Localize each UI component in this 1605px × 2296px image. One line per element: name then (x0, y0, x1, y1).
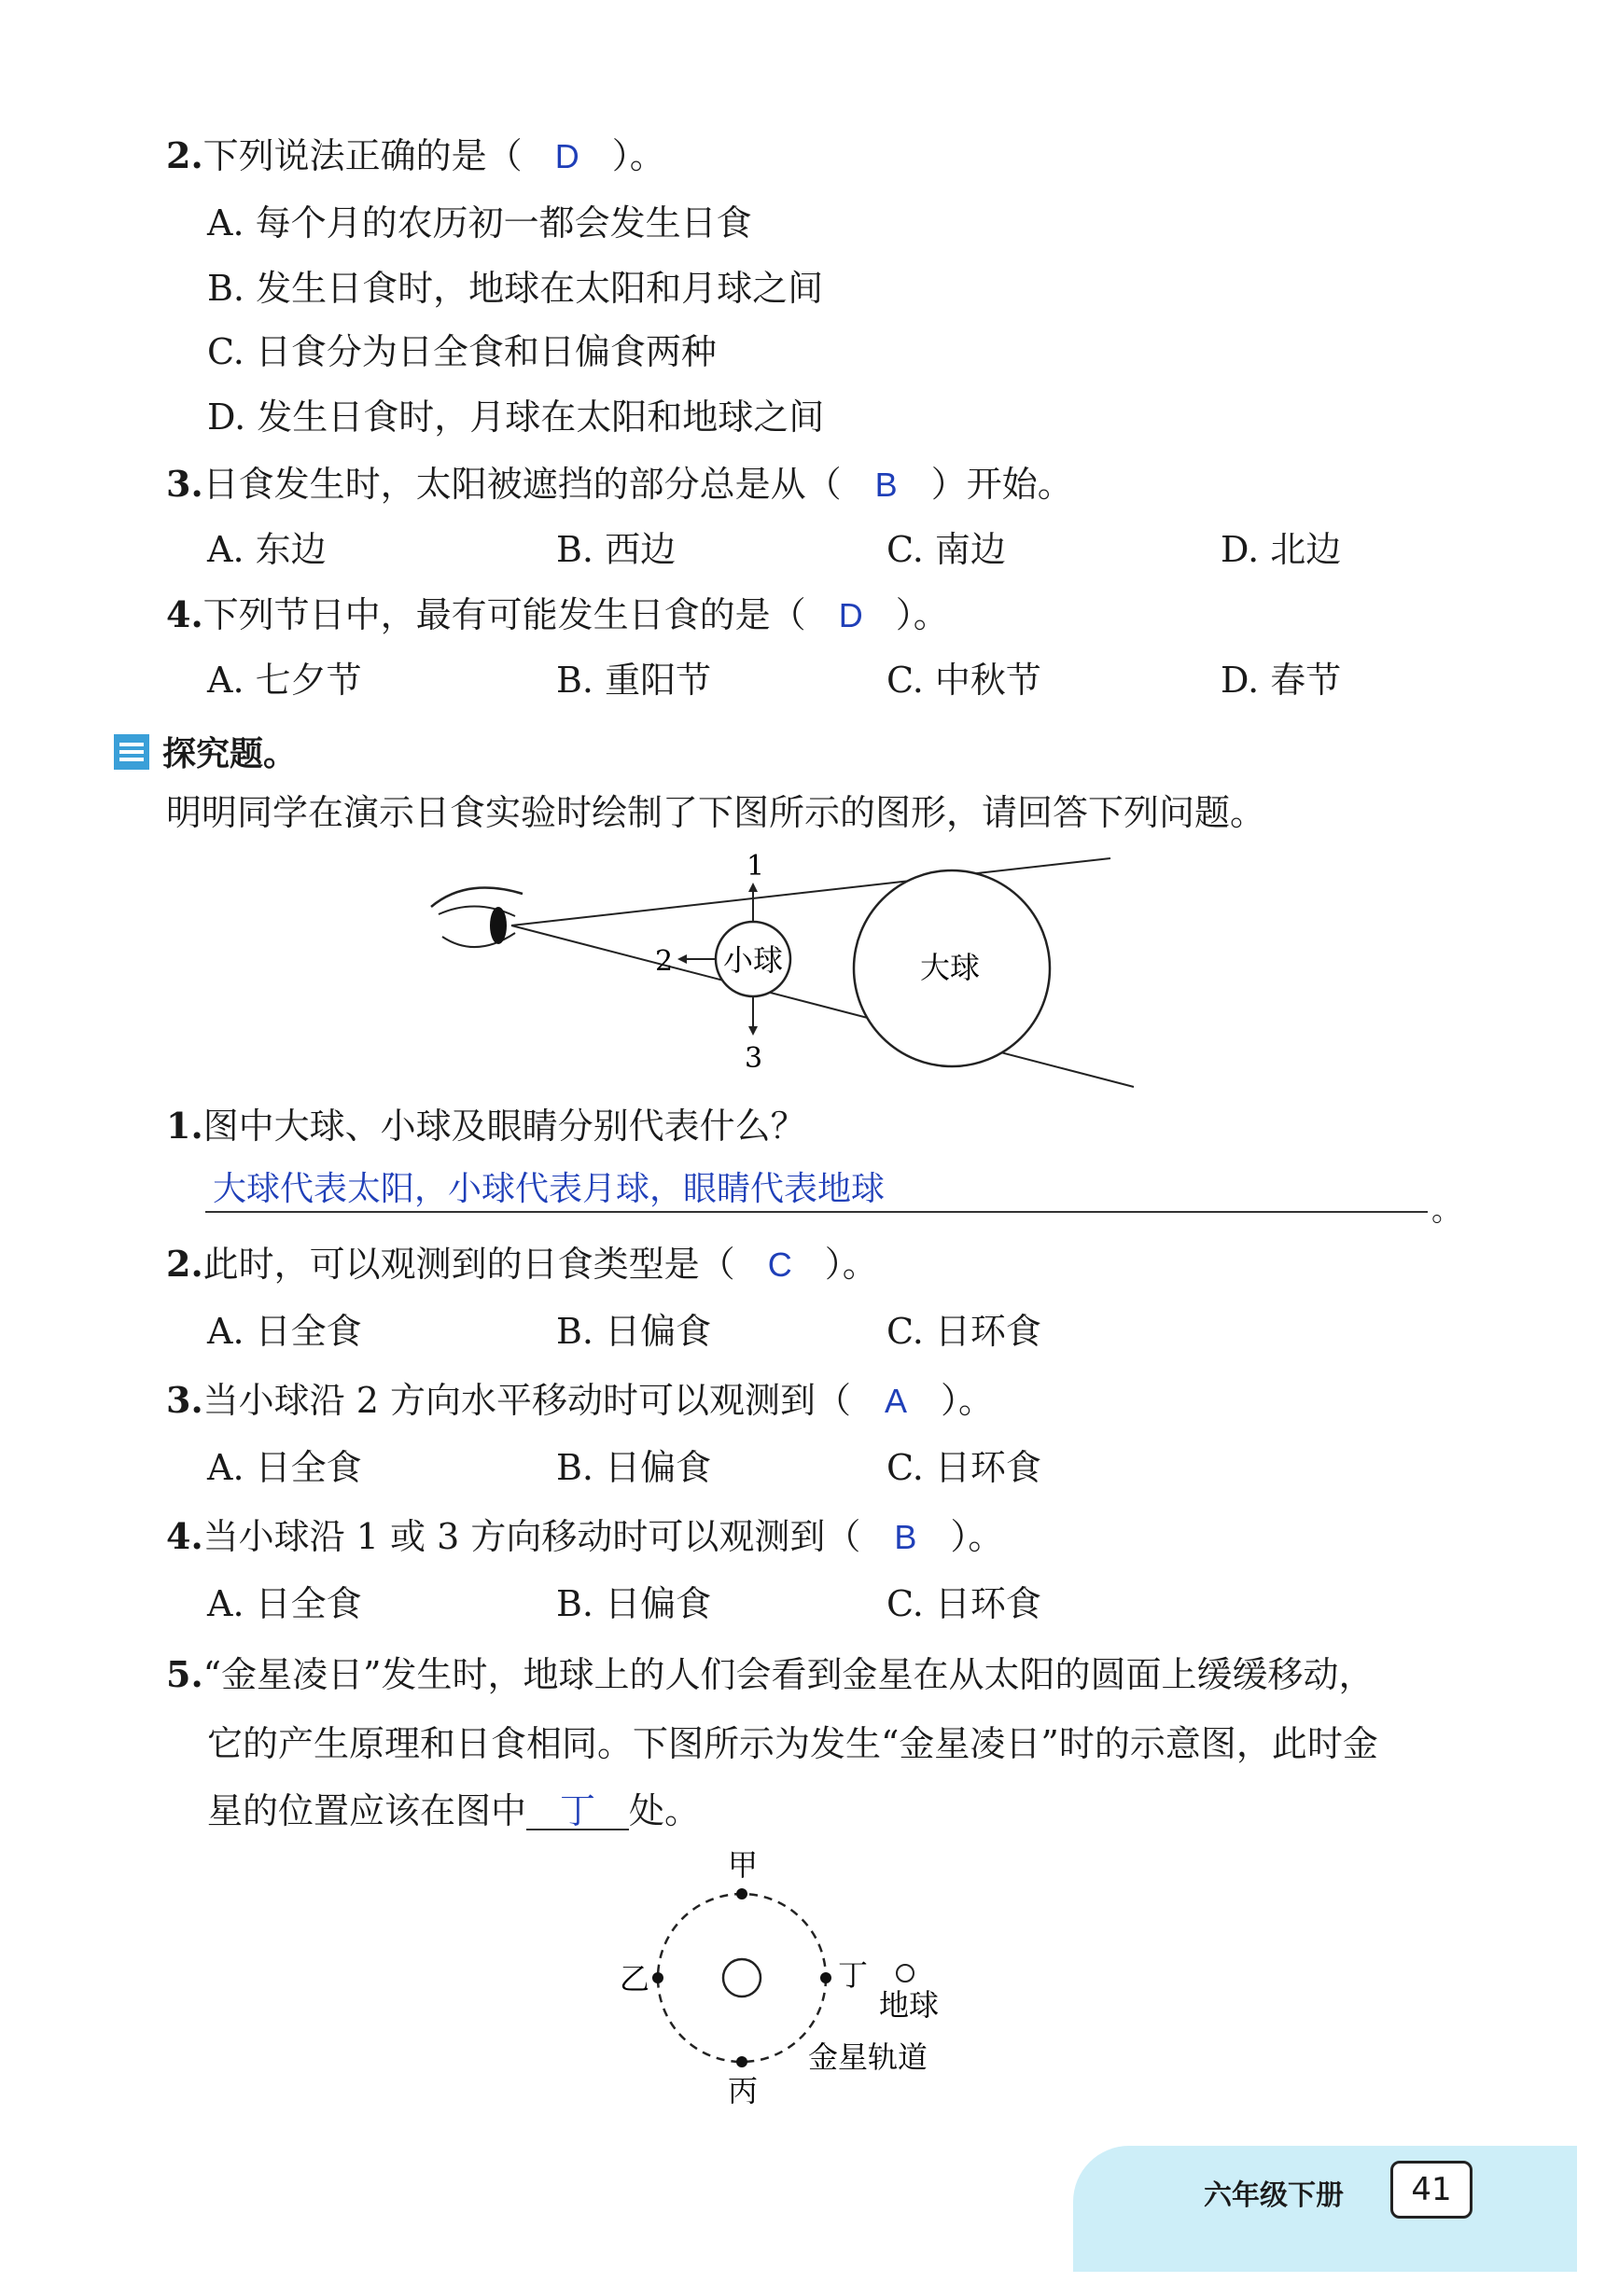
option: A. 日全食 (207, 1311, 362, 1352)
section-header (114, 728, 297, 775)
answer-text: A (885, 1382, 908, 1420)
section-title: 探究题。 (162, 735, 298, 773)
direction-3-label: 3 (745, 1042, 763, 1075)
option: A. 日全食 (207, 1583, 362, 1624)
question-5-line-3: 星的位置应该在图中 丁 处。 (207, 1790, 701, 1831)
option: C. 日环食 (886, 1311, 1041, 1352)
label-venus-orbit: 金星轨道 (808, 2039, 928, 2075)
point-ding (820, 1972, 831, 1983)
question-number: 3. (166, 1379, 203, 1421)
option: A. 东边 (207, 529, 327, 570)
question-2: 2.下列说法正确的是（ D ）。 (166, 134, 665, 176)
answer-text: D (838, 596, 863, 634)
pupil (490, 907, 507, 944)
question-1: 1.图中大球、小球及眼睛分别代表什么？ (166, 1105, 806, 1147)
question-4-exploration: 4.当小球沿 1 或 3 方向移动时可以观测到（ B ）。 (166, 1515, 1004, 1557)
arrow-left-icon (677, 954, 687, 964)
point-bing (736, 2056, 747, 2067)
arrow-down-icon (748, 1026, 758, 1036)
label-yi: 乙 (620, 1961, 650, 1997)
answer-text: D (554, 137, 579, 175)
direction-1-label: 1 (747, 850, 765, 883)
option: C. 南边 (886, 529, 1006, 570)
question-number: 2. (166, 1243, 203, 1285)
option: C. 日环食 (886, 1447, 1041, 1488)
fill-blank-answer: 丁 (526, 1793, 629, 1830)
big-ball-label: 大球 (919, 950, 981, 985)
option: A. 七夕节 (207, 660, 362, 701)
option: B. 日偏食 (556, 1447, 712, 1488)
eclipse-diagram (411, 840, 1157, 1101)
label-jia: 甲 (728, 1847, 759, 1883)
option: D. 春节 (1221, 660, 1342, 701)
question-5-line-2: 它的产生原理和日食相同。下图所示为发生“金星凌日”时的示意图，此时金 (207, 1723, 1378, 1764)
question-number: 1. (166, 1105, 203, 1147)
point-yi (652, 1972, 663, 1983)
eye-icon (431, 888, 523, 907)
question-2-exploration: 2.此时，可以观测到的日食类型是（ C ）。 (166, 1243, 878, 1285)
option: D. 北边 (1221, 529, 1342, 570)
option: B. 日偏食 (556, 1583, 712, 1624)
label-earth: 地球 (879, 1987, 940, 2023)
direction-2-label: 2 (655, 945, 674, 978)
question-number: 2. (166, 134, 203, 176)
section-three-icon (114, 734, 149, 770)
point-jia (736, 1888, 747, 1899)
answer-period: 。 (1431, 1192, 1462, 1228)
label-bing: 丙 (728, 2073, 759, 2108)
option: D. 发生日食时，月球在太阳和地球之间 (207, 397, 825, 438)
option: B. 重阳节 (556, 660, 712, 701)
option: C. 日环食 (886, 1583, 1041, 1624)
option: B. 发生日食时，地球在太阳和月球之间 (207, 268, 824, 309)
option: A. 每个月的农历初一都会发生日食 (207, 202, 752, 244)
question-5: 5.“金星凌日”发生时，地球上的人们会看到金星在从太阳的圆面上缓缓移动， (166, 1653, 1375, 1695)
written-answer: 大球代表太阳，小球代表月球，眼睛代表地球 (213, 1170, 886, 1208)
answer-text: B (894, 1518, 917, 1556)
earth-circle (897, 1965, 914, 1982)
grade-label: 六年级下册 (1204, 2179, 1344, 2212)
question-number: 4. (166, 1515, 203, 1557)
answer-text: C (767, 1245, 792, 1284)
label-ding: 丁 (838, 1957, 869, 1993)
venus-transit-diagram (597, 1847, 989, 2108)
sun-circle (723, 1959, 761, 1997)
arrow-up-icon (748, 883, 758, 892)
question-3: 3.日食发生时，太阳被遮挡的部分总是从（ B ）开始。 (166, 463, 1073, 505)
question-number: 3. (166, 463, 203, 505)
section-intro: 明明同学在演示日食实验时绘制了下图所示的图形，请回答下列问题。 (166, 792, 1266, 833)
small-ball-label: 小球 (722, 942, 784, 978)
answer-line (205, 1211, 1428, 1213)
question-3-exploration: 3.当小球沿 2 方向水平移动时可以观测到（ A ）。 (166, 1379, 995, 1421)
option: A. 日全食 (207, 1447, 362, 1488)
option: B. 西边 (556, 529, 677, 570)
answer-text: B (874, 466, 898, 504)
option: C. 日食分为日全食和日偏食两种 (207, 331, 717, 372)
question-number: 4. (166, 593, 203, 635)
option: B. 日偏食 (556, 1311, 712, 1352)
question-number: 5. (166, 1653, 203, 1695)
option: C. 中秋节 (886, 660, 1041, 701)
page-number: 41 (1390, 2161, 1472, 2219)
question-4: 4.下列节日中，最有可能发生日食的是（ D ）。 (166, 593, 949, 635)
